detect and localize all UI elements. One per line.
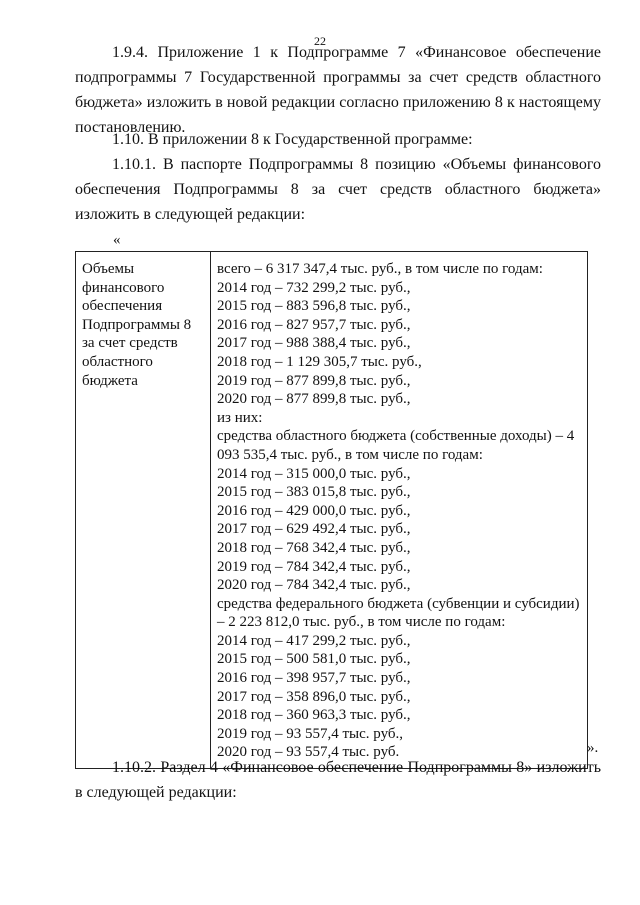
passport-table — [75, 251, 588, 769]
list-item: 2015 год – 883 596,8 тыс. руб., — [217, 298, 411, 315]
list-item: 2020 год – 877 899,8 тыс. руб., — [217, 391, 411, 408]
table-row — [76, 252, 588, 769]
list-item: 2016 год – 398 957,7 тыс. руб., — [217, 670, 411, 687]
list-item: 2014 год – 315 000,0 тыс. руб., — [217, 465, 411, 482]
regional-budget-line: средства областного бюджета (собственные доходы) – 4 093 535,4 тыс. руб., в том числе по годам: — [217, 428, 575, 463]
table-label-cell: Объемы финансового обеспечения Подпрограммы 8 за счет средств областного бюджета — [76, 252, 211, 769]
opening-quote: « — [113, 232, 121, 248]
list-item: 2018 год – 360 963,3 тыс. руб., — [217, 707, 411, 724]
list-item: 2017 год – 988 388,4 тыс. руб., — [217, 335, 411, 352]
list-item: 2015 год – 500 581,0 тыс. руб., — [217, 651, 411, 668]
list-item: 2017 год – 358 896,0 тыс. руб., — [217, 688, 411, 705]
list-item: 2019 год – 93 557,4 тыс. руб., — [217, 725, 404, 742]
federal-budget-line: средства федерального бюджета (субвенции и субсидии) – 2 223 812,0 тыс. руб., в том числе по годам: — [217, 595, 580, 631]
list-item: 2016 год – 429 000,0 тыс. руб., — [217, 502, 411, 519]
list-item: 2018 год – 1 129 305,7 тыс. руб., — [217, 353, 422, 370]
of-them-label: из них: — [217, 409, 263, 426]
total-line: всего – 6 317 347,4 тыс. руб., в том числе по годам: — [217, 261, 543, 277]
paragraph-1-10-2: 1.10.2. Раздел 4 «Финансовое обеспечение Подпрограммы 8» изложить в следующей редакции: — [75, 759, 601, 801]
list-item: 2014 год – 732 299,2 тыс. руб., — [217, 279, 411, 296]
list-item: 2019 год – 784 342,4 тыс. руб., — [217, 558, 411, 575]
paragraph-1-9-4: 1.9.4. Приложение 1 к Подпрограмме 7 «Финансовое обеспечение подпрограммы 7 Государственной программы за счет средств областного бюджета» изложить в новой редакции согласно приложению 8 к настоящему постановлению. — [75, 44, 601, 136]
paragraph-1-10: 1.10. В приложении 8 к Государственной программе: — [112, 131, 473, 148]
list-item: 2018 год – 768 342,4 тыс. руб., — [217, 539, 411, 556]
list-item: 2015 год – 383 015,8 тыс. руб., — [217, 484, 411, 501]
list-item: 2020 год – 93 557,4 тыс. руб. — [217, 744, 400, 761]
list-item: 2017 год – 629 492,4 тыс. руб., — [217, 521, 411, 538]
list-item: 2019 год – 877 899,8 тыс. руб., — [217, 372, 411, 389]
list-item: 2016 год – 827 957,7 тыс. руб., — [217, 316, 411, 333]
list-item: 2014 год – 417 299,2 тыс. руб., — [217, 632, 411, 649]
closing-quote: ». — [587, 740, 599, 756]
list-item: 2020 год – 784 342,4 тыс. руб., — [217, 577, 411, 594]
paragraph-1-10-1: 1.10.1. В паспорте Подпрограммы 8 позицию «Объемы финансового обеспечения Подпрограммы 8 за счет средств областного бюджета» изложить в следующей редакции: — [75, 156, 601, 223]
page-number: 22 — [314, 34, 326, 48]
table-value-cell — [211, 252, 588, 769]
